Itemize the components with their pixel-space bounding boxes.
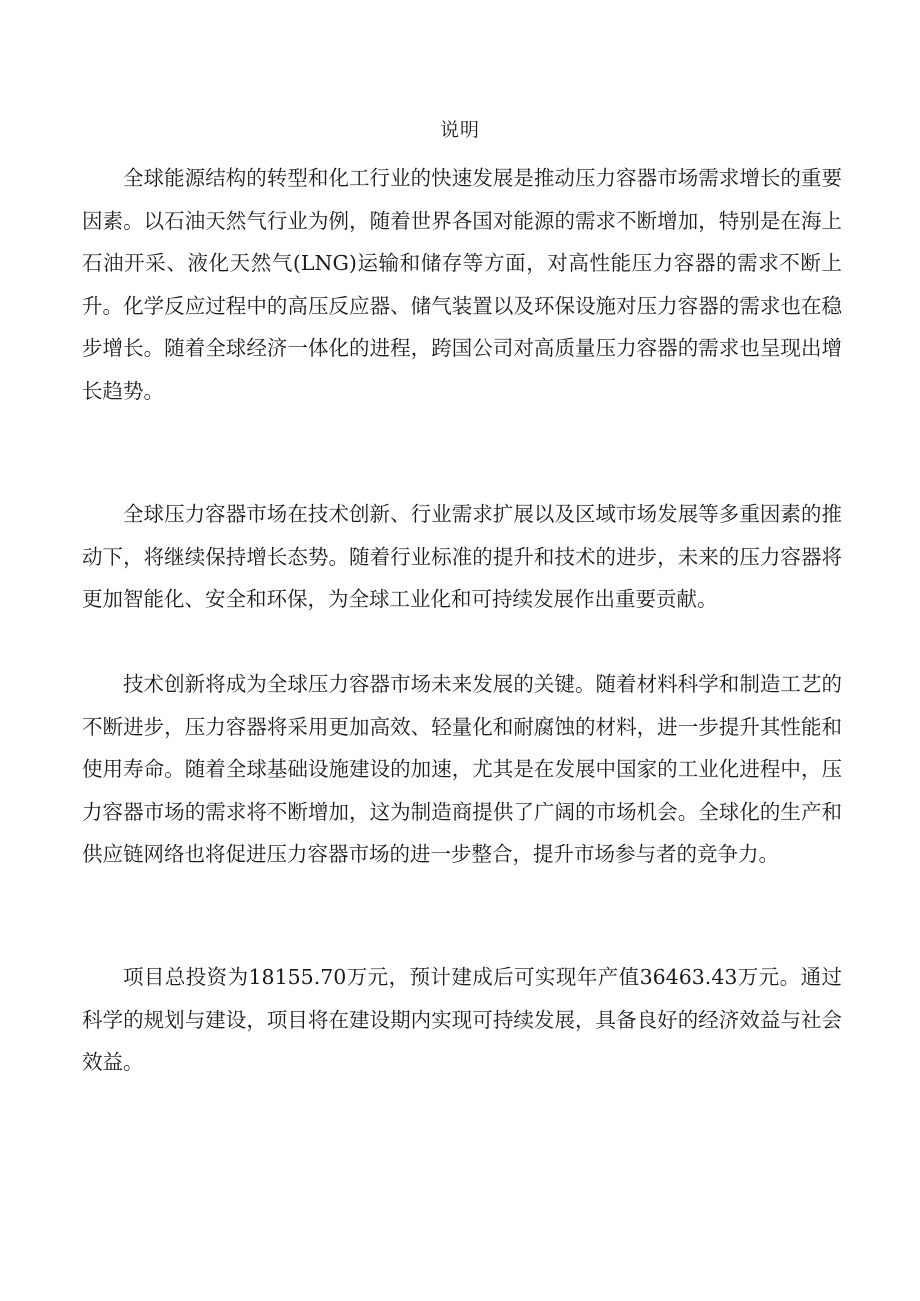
paragraph-technology-innovation: 技术创新将成为全球压力容器市场未来发展的关键。随着材料科学和制造工艺的不断进步，压力容器将采用更加高效、轻量化和耐腐蚀的材料，进一步提升其性能和使用寿命。随着全球基础设施建设的加速，尤其是在发展中国家的工业化进程中，压力容器市场的需求将不断增加，这为制造商提供了广阔的市场机会。全球化的生产和供应链网络也将促进压力容器市场的进一步整合，提升市场参与者的竞争力。 bbox=[82, 672, 842, 866]
paragraph-investment-summary: 项目总投资为18155.70万元，预计建成后可实现年产值36463.43万元。通过科学的规划与建设，项目将在建设期内实现可持续发展，具备良好的经济效益与社会效益。 bbox=[82, 965, 842, 1074]
paragraph-market-outlook: 全球压力容器市场在技术创新、行业需求扩展以及区域市场发展等多重因素的推动下，将继续保持增长态势。随着行业标准的提升和技术的进步，未来的压力容器将更加智能化、安全和环保，为全球工业化和可持续发展作出重要贡献。 bbox=[82, 502, 842, 611]
paragraph-market-drivers: 全球能源结构的转型和化工行业的快速发展是推动压力容器市场需求增长的重要因素。以石油天然气行业为例，随着世界各国对能源的需求不断增加，特别是在海上石油开采、液化天然气(LNG)运输和储存等方面，对高性能压力容器的需求不断上升。化学反应过程中的高压反应器、储气装置以及环保设施对压力容器的需求也在稳步增长。随着全球经济一体化的进程，跨国公司对高质量压力容器的需求也呈现出增长趋势。 bbox=[82, 166, 842, 403]
document-title: 说明 bbox=[439, 119, 480, 141]
